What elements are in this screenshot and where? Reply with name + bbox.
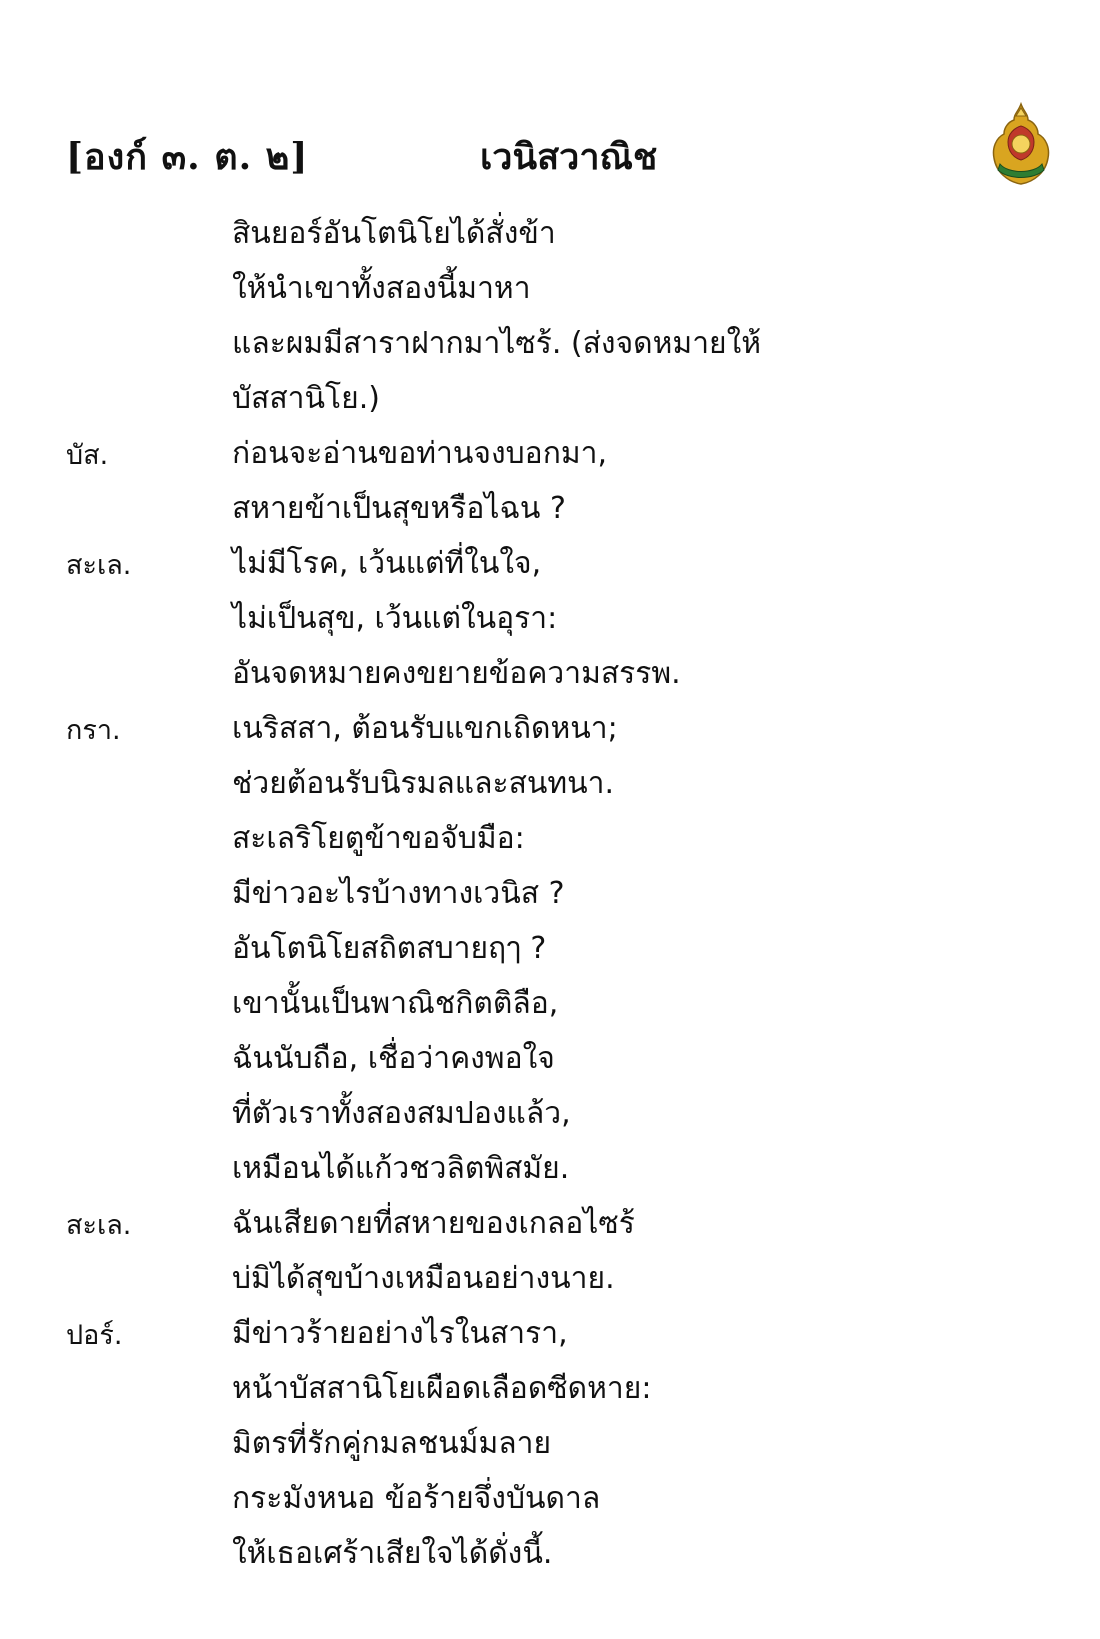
speaker-name: ปอร์. (66, 1320, 123, 1351)
line-text: สินยอร์อันโตนิโยได้สั่งข้า (232, 216, 556, 251)
line-text: ฉันนับถือ, เชื่อว่าคงพอใจ (232, 1041, 555, 1076)
speaker-name: กรา. (66, 715, 121, 746)
line-text: ให้เธอเศร้าเสียใจได้ดั่งนี้. (232, 1536, 553, 1571)
line-text: ช่วยต้อนรับนิรมลและสนทนา. (232, 766, 615, 801)
dialogue-line (0, 975, 1100, 1030)
dialogue-line (0, 1140, 1100, 1195)
page-header (66, 118, 1040, 198)
line-text: ไม่เป็นสุข, เว้นแต่ในอุรา: (232, 601, 558, 636)
dialogue-line (0, 1030, 1100, 1085)
dialogue-line (0, 260, 1100, 315)
dialogue-lines (0, 205, 1100, 1580)
page-title: เวนิสวาณิช (480, 136, 658, 178)
line-text: บ่มิได้สุขบ้างเหมือนอย่างนาย. (232, 1261, 615, 1296)
dialogue-line (0, 425, 1100, 480)
line-text: ให้นำเขาทั้งสองนี้มาหา (232, 271, 531, 306)
speaker-name: บัส. (66, 440, 109, 471)
speaker-name: สะเล. (66, 1210, 132, 1241)
line-text: ที่ตัวเราทั้งสองสมปองแล้ว, (232, 1096, 571, 1131)
dialogue-line (0, 370, 1100, 425)
line-text: อันจดหมายคงขยายข้อความสรรพ. (232, 656, 681, 691)
dialogue-line (0, 205, 1100, 260)
dialogue-line (0, 1415, 1100, 1470)
line-text: หน้าบัสสานิโยเผือดเลือดซีดหาย: (232, 1371, 652, 1406)
line-text: เหมือนได้แก้วชวลิตพิสมัย. (232, 1151, 570, 1186)
dialogue-line (0, 1525, 1100, 1580)
line-text: มีข่าวอะไรบ้างทางเวนิส ? (232, 876, 565, 911)
line-text: ฉันเสียดายที่สหายของเกลอไซร้ (232, 1206, 635, 1241)
line-text: บัสสานิโย.) (232, 381, 380, 416)
line-text: และผมมีสาราฝากมาไซร้. (ส่งจดหมายให้ (232, 326, 762, 361)
dialogue-line (0, 535, 1100, 590)
line-text: สะเลริโยตูข้าขอจับมือ: (232, 821, 525, 856)
government-seal-icon (988, 102, 1054, 186)
dialogue-line (0, 645, 1100, 700)
dialogue-line (0, 1360, 1100, 1415)
dialogue-line (0, 1305, 1100, 1360)
dialogue-line (0, 1195, 1100, 1250)
line-text: ไม่มีโรค, เว้นแต่ที่ในใจ, (232, 546, 542, 581)
speaker-name: สะเล. (66, 550, 132, 581)
line-text: อันโตนิโยสถิตสบายฤๅ ? (232, 931, 547, 966)
line-text: มีข่าวร้ายอย่างไรในสารา, (232, 1316, 568, 1351)
dialogue-line (0, 590, 1100, 645)
dialogue-line (0, 810, 1100, 865)
dialogue-line (0, 1470, 1100, 1525)
dialogue-line (0, 865, 1100, 920)
line-text: สหายข้าเป็นสุขหรือไฉน ? (232, 491, 566, 526)
dialogue-line (0, 1250, 1100, 1305)
dialogue-line (0, 755, 1100, 810)
dialogue-line (0, 920, 1100, 975)
line-text: เขานั้นเป็นพาณิชกิตติลือ, (232, 986, 559, 1021)
dialogue-line (0, 700, 1100, 755)
line-text: ก่อนจะอ่านขอท่านจงบอกมา, (232, 436, 608, 471)
line-text: มิตรที่รักคู่กมลชนม์มลาย (232, 1426, 552, 1461)
act-scene-reference: [องก์ ๓. ต. ๒] (66, 136, 309, 178)
line-text: กระมังหนอ ข้อร้ายจึ่งบันดาล (232, 1481, 601, 1516)
line-text: เนริสสา, ต้อนรับแขกเถิดหนา; (232, 711, 618, 746)
dialogue-line (0, 480, 1100, 535)
dialogue-line (0, 1085, 1100, 1140)
dialogue-line (0, 315, 1100, 370)
